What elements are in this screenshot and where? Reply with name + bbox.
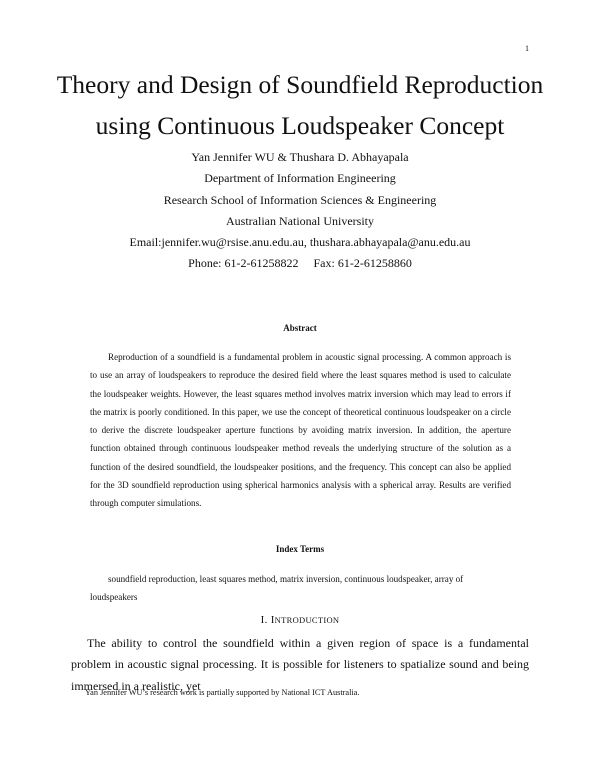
- paper-title: [0, 64, 600, 146]
- index-terms-heading: Index Terms: [275, 544, 325, 554]
- author-department: Department of Information Engineering: [204, 171, 396, 186]
- introduction-paragraph: The ability to control the soundfield within a given region of space is a fundamental problem in acoustic signal processing. It is possible for listeners to spatialize sound and being immersed in a realistic, yet: [71, 636, 529, 693]
- author-names: Yan Jennifer WU & Thushara D. Abhayapala: [191, 150, 409, 164]
- author-school: Research School of Information Sciences & Engineering: [163, 192, 437, 207]
- index-terms-text: soundfield reproduction, least squares method, matrix inversion, continuous loudspeaker, array of loudspeakers: [90, 574, 464, 603]
- page-number: 1: [525, 44, 529, 53]
- author-block: [0, 147, 600, 275]
- footnote: Yan Jennifer WU’s research work is partially supported by National ICT Australia.: [85, 688, 360, 697]
- author-university: Australian National University: [226, 213, 374, 228]
- abstract-heading: Abstract: [283, 323, 317, 333]
- abstract-text: Reproduction of a soundfield is a fundamental problem in acoustic signal processing. A common approach is to use an array of loudspeakers to reproduce the desired field where the least squares method is used to calculate the loudspeaker weights. However, the least squares method involves matrix inversion which may lead to errors if the matrix is poorly conditioned. In this paper, we use the concept of theoretical continuous loudspeaker on a circle to derive the discrete loudspeaker aperture functions by avoiding matrix inversion. In addition, the aperture function obtained through continuous loudspeaker method reveals the underlying structure of the solution as a function of the desired soundfield, the loudspeaker positions, and the frequency. This concept can also be applied for the 3D soundfield reproduction using spherical harmonics analysis with a spherical array. Results are verified through computer simulations.: [90, 352, 511, 509]
- author-contact: Phone: 61-2-61258822 Fax: 61-2-61258860: [188, 256, 412, 271]
- section-heading-introduction: I. INTRODUCTION: [260, 614, 340, 626]
- title-line-1: Theory and Design of Soundfield Reproduction: [56, 70, 544, 99]
- title-line-2: using Continuous Loudspeaker Concept: [95, 111, 505, 140]
- author-email: Email:jennifer.wu@rsise.anu.edu.au, thushara.abhayapala@anu.edu.au: [129, 235, 471, 250]
